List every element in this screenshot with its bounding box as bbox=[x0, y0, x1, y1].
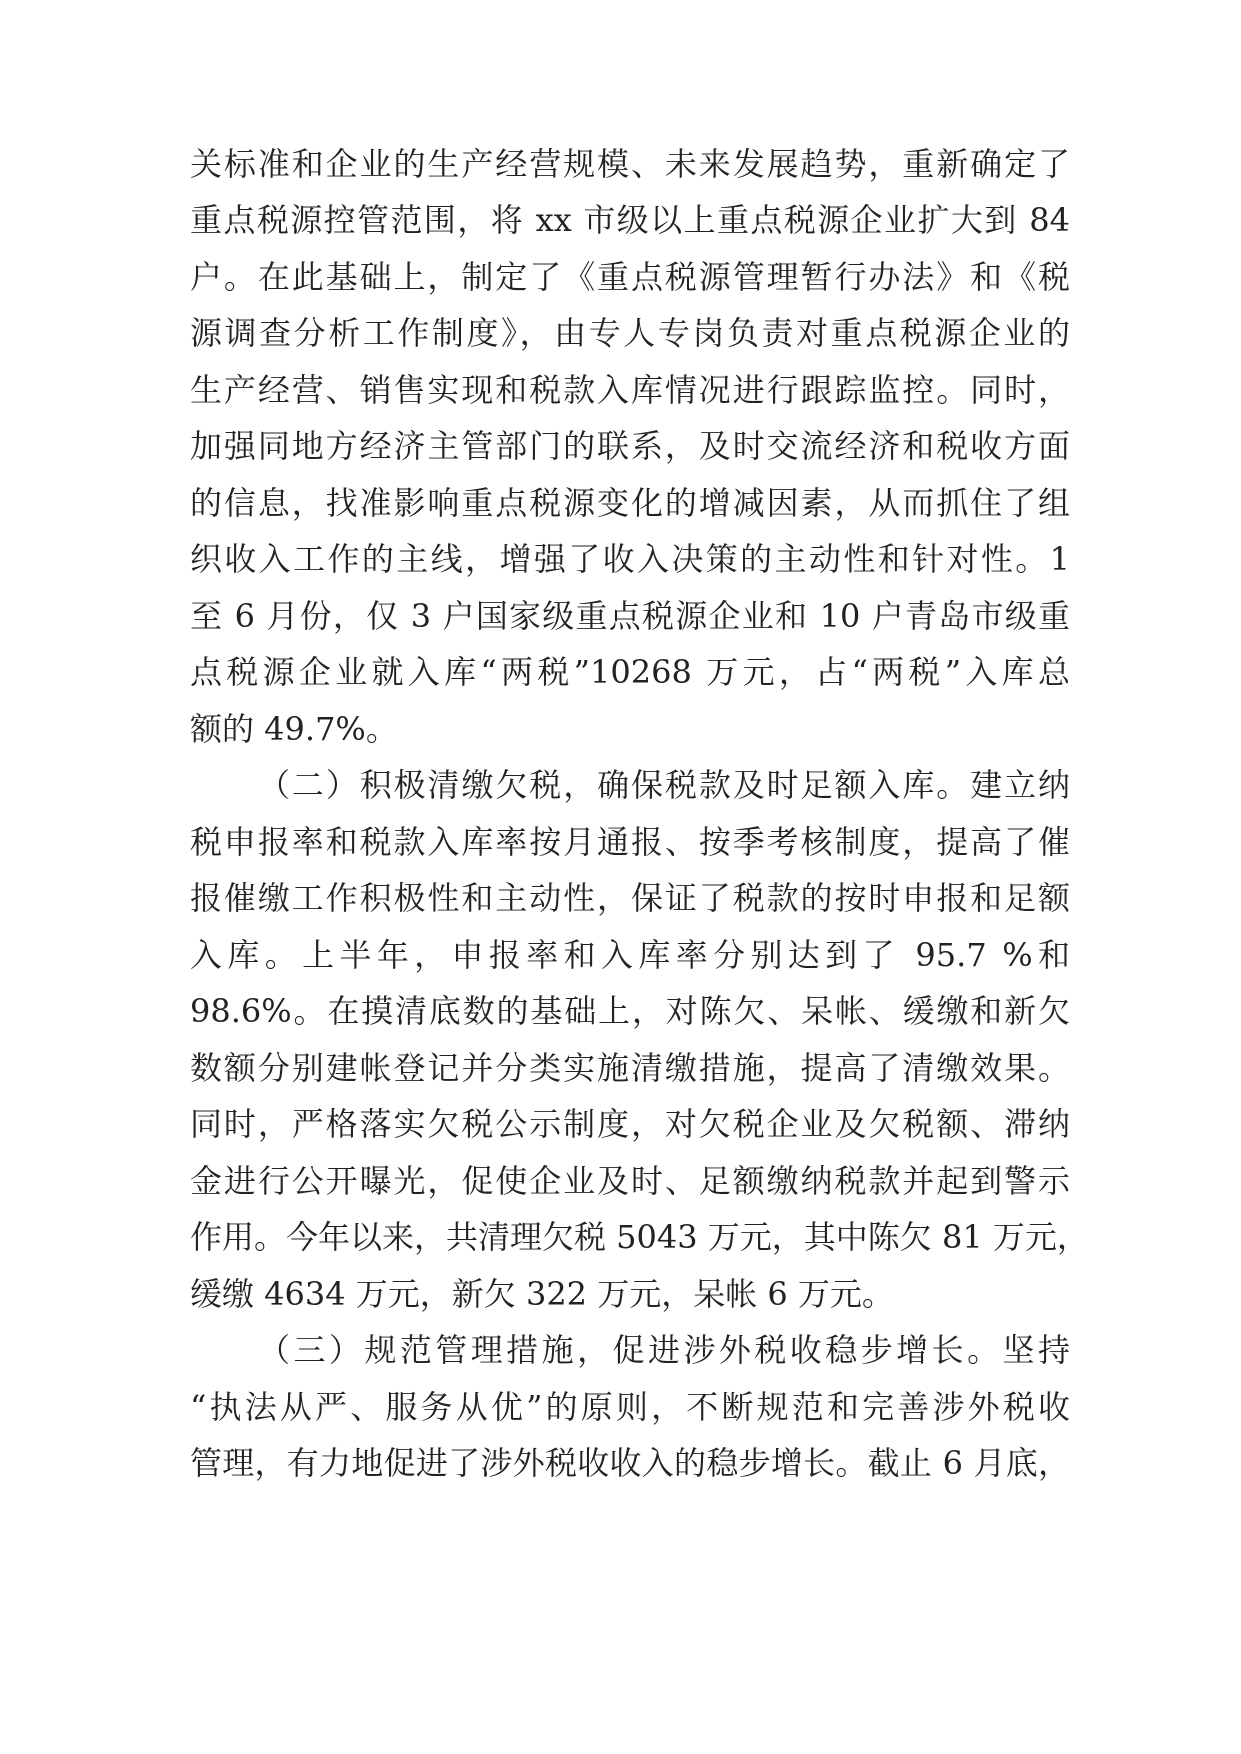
paragraph-heading: （三）规范管理措施，促进涉外税收稳步增长。坚持 bbox=[258, 1331, 1070, 1369]
text-line: 报催缴工作积极性和主动性，保证了税款的按时申报和足额 bbox=[190, 879, 1070, 917]
text-line: 金进行公开曝光，促使企业及时、足额缴纳税款并起到警示 bbox=[190, 1162, 1070, 1200]
text-line: 同时，严格落实欠税公示制度，对欠税企业及欠税额、滞纳 bbox=[190, 1105, 1070, 1143]
text-line: 缓缴 4634 万元，新欠 322 万元，呆帐 6 万元。 bbox=[190, 1275, 894, 1313]
text-line: 户。在此基础上，制定了《重点税源管理暂行办法》和《税 bbox=[190, 258, 1070, 296]
text-line: 生产经营、销售实现和税款入库情况进行跟踪监控。同时， bbox=[190, 371, 1070, 409]
text-line: 织收入工作的主线，增强了收入决策的主动性和针对性。1 bbox=[190, 540, 1070, 578]
text-line: 重点税源控管范围，将 xx 市级以上重点税源企业扩大到 84 bbox=[190, 201, 1070, 239]
text-line: 作用。今年以来，共清理欠税 5043 万元，其中陈欠 81 万元， bbox=[190, 1218, 1089, 1256]
text-line: 关标准和企业的生产经营规模、未来发展趋势，重新确定了 bbox=[190, 145, 1070, 183]
text-line: 税申报率和税款入库率按月通报、按季考核制度，提高了催 bbox=[190, 823, 1070, 861]
text-line: 98.6%。在摸清底数的基础上，对陈欠、呆帐、缓缴和新欠 bbox=[190, 992, 1070, 1030]
text-line: 的信息，找准影响重点税源变化的增减因素，从而抓住了组 bbox=[190, 484, 1070, 522]
text-line: 额的 49.7%。 bbox=[190, 710, 398, 748]
text-line: 管理，有力地促进了涉外税收收入的稳步增长。截止 6 月底， bbox=[190, 1444, 1070, 1482]
text-line: 至 6 月份，仅 3 户国家级重点税源企业和 10 户青岛市级重 bbox=[190, 597, 1070, 635]
text-line: “执法从严、服务从优”的原则，不断规范和完善涉外税收 bbox=[190, 1388, 1070, 1426]
text-line: 入库。上半年，申报率和入库率分别达到了 95.7 %和 bbox=[190, 936, 1070, 974]
text-line: 数额分别建帐登记并分类实施清缴措施，提高了清缴效果。 bbox=[190, 1049, 1070, 1087]
text-line: 源调查分析工作制度》，由专人专岗负责对重点税源企业的 bbox=[190, 314, 1070, 352]
text-line: 点税源企业就入库“两税”10268 万元，占“两税”入库总 bbox=[190, 653, 1070, 691]
paragraph-heading: （二）积极清缴欠税，确保税款及时足额入库。建立纳 bbox=[258, 766, 1070, 804]
text-line: 加强同地方经济主管部门的联系，及时交流经济和税收方面 bbox=[190, 427, 1070, 465]
